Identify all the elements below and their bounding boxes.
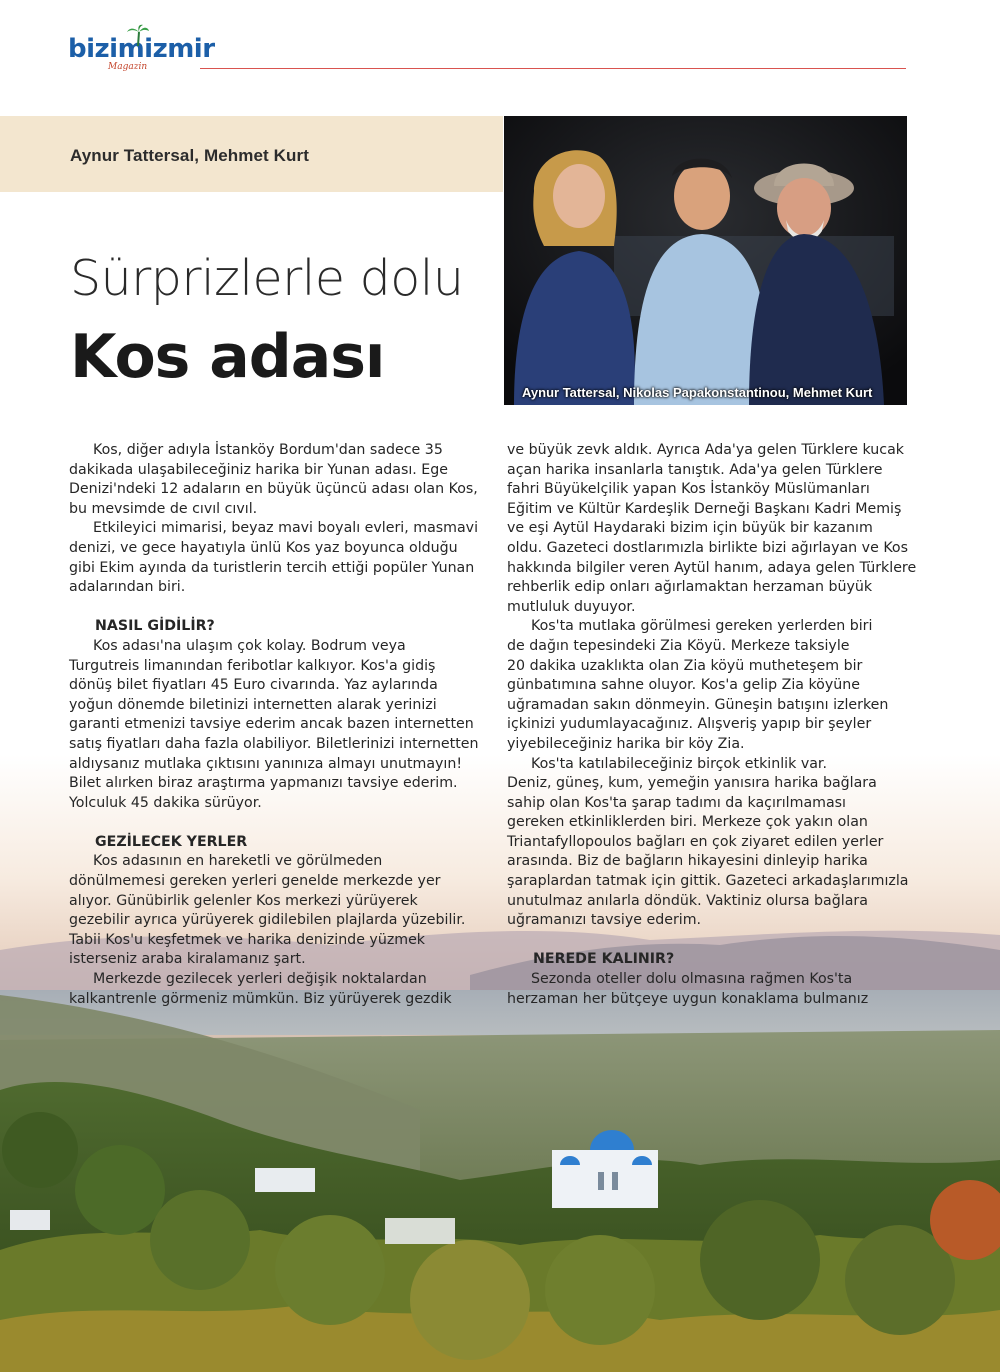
- text-line: adalarından biri.: [69, 579, 186, 596]
- text-line: açan harika insanlarla tanıştık. Ada'ya gelen Türklere: [507, 461, 883, 478]
- text-line: Etkileyici mimarisi, beyaz mavi boyalı evleri, masmavi: [93, 520, 479, 537]
- text-line: ve büyük zevk aldık. Ayrıca Ada'ya gelen Türklere kucak: [507, 442, 905, 458]
- article-column-left: [69, 441, 479, 1009]
- text-line: garanti etmenizi tavsiye ederim ancak bazen internetten: [69, 716, 474, 733]
- text-line: gezebilir ayrıca yürüyerek gidilebilen plajlarda yüzebilir.: [69, 912, 466, 929]
- brand-wordmark: bizimizmir: [68, 34, 215, 64]
- people-photo: [504, 116, 907, 405]
- brand-subtitle: Magazin: [108, 62, 148, 72]
- paragraph-gap: [507, 931, 916, 951]
- text-line: unutulmaz anılarla döndük. Vaktiniz olursa bağlara: [507, 892, 868, 909]
- text-line: günbatımına sahne oluyor. Kos'a gelip Zia köyüne: [507, 677, 860, 694]
- text-line: Yolculuk 45 dakika sürüyor.: [69, 794, 262, 811]
- text-line: Sezonda oteller dolu olmasına rağmen Kos'ta: [531, 971, 853, 988]
- text-line: aldıysanız mutlaka çıktısını yanınıza almayı unutmayın!: [69, 755, 463, 772]
- text-line: Bilet alırken biraz araştırma yapmanızı tavsiye ederim.: [69, 775, 458, 792]
- text-line: rehberlik edip onları ağırlamaktan herzaman büyük: [507, 579, 873, 596]
- author-byline: Aynur Tattersal, Mehmet Kurt: [70, 146, 309, 165]
- text-line: Deniz, güneş, kum, yemeğin yanısıra harika bağlara: [507, 775, 877, 792]
- paragraph-gap: [69, 598, 479, 618]
- text-line: gereken etkinliklerden biri. Merkeze çok yakın olan: [507, 814, 868, 831]
- text-line: dönülmemesi gereken yerleri genelde merkezde yer: [69, 873, 441, 890]
- text-line: satış fiyatları daha fazla olabiliyor. Biletlerinizi internetten: [69, 735, 479, 752]
- text-line: dakikada ulaşabileceğiniz harika bir Yunan adası. Ege: [69, 461, 449, 478]
- text-line: yiyebileceğiniz harika bir köy Zia.: [507, 735, 745, 752]
- text-line: mutluluk duyuyor.: [507, 598, 636, 615]
- photo-illustration: [504, 116, 907, 405]
- text-line: Kos adası'na ulaşım çok kolay. Bodrum veya: [93, 637, 406, 654]
- section-heading: NASIL GİDİLİR?: [95, 618, 215, 635]
- text-line: sahip olan Kos'ta şarap tadımı da kaçırılmaması: [507, 794, 846, 811]
- text-line: uğramanızı tavsiye ederim.: [507, 912, 702, 929]
- text-line: gibi Ekim ayında da turistlerin tercih ettiği popüler Yunan: [69, 559, 475, 576]
- text-line: hakkında bilgiler veren Aytül hanım, adaya gelen Türklere: [507, 559, 917, 576]
- text-line: ve eşi Aytül Haydaraki bizim için büyük bir kazanım: [507, 520, 873, 537]
- masthead-logo[interactable]: [68, 34, 215, 72]
- headline-line-2: Kos adası: [70, 322, 385, 392]
- paragraph-gap: [69, 813, 479, 833]
- text-line: isterseniz araba kiralamanız şart.: [69, 951, 306, 968]
- palm-tree-icon: [126, 24, 150, 46]
- text-line: herzaman her bütçeye uygun konaklama bulmanız: [507, 990, 869, 1007]
- text-line: arasında. Biz de bağların hikayesini dinleyip harika: [507, 853, 868, 870]
- text-line: yoğun dönemde biletinizi internetten alarak yerinizi: [69, 696, 437, 713]
- article-column-right: [507, 441, 916, 1009]
- text-line: de dağın tepesindeki Zia Köyü. Merkeze taksiyle: [507, 637, 850, 654]
- text-line: Triantafyllopoulos bağları en çok ziyaret edilen yerler: [507, 833, 884, 850]
- text-line: Merkezde gezilecek yerleri değişik noktalardan: [93, 971, 427, 988]
- text-line: kalkantrenle görmeniz mümkün. Biz yürüyerek gezdik: [69, 990, 452, 1007]
- text-line: Eğitim ve Kültür Kardeşlik Derneği Başkanı Kadri Memiş: [507, 500, 902, 517]
- section-heading: GEZİLECEK YERLER: [95, 833, 248, 850]
- photo-caption: Aynur Tattersal, Nikolas Papakonstantinou, Mehmet Kurt: [522, 385, 873, 400]
- text-line: Kos'ta mutlaka görülmesi gereken yerlerden biri: [531, 618, 873, 635]
- header-divider: [200, 68, 906, 69]
- text-line: Denizi'ndeki 12 adaların en büyük üçüncü adası olan Kos,: [69, 481, 478, 498]
- text-line: Kos'ta katılabileceğiniz birçok etkinlik var.: [531, 755, 827, 772]
- author-band: [0, 116, 503, 192]
- section-heading: NEREDE KALINIR?: [533, 951, 675, 968]
- text-line: 20 dakika uzaklıkta olan Zia köyü mutheteşem bir: [507, 657, 863, 674]
- text-line: fahri Büyükelçilik yapan Kos İstanköy Müslümanları: [507, 481, 870, 498]
- text-line: Turgutreis limanından feribotlar kalkıyor. Kos'a gidiş: [69, 657, 436, 674]
- text-line: içkinizi yudumlayacağınız. Alışveriş yapıp bir şeyler: [507, 716, 872, 733]
- text-line: dönüş bilet fiyatları 45 Euro civarında. Yaz aylarında: [69, 677, 438, 694]
- headline-line-1: Sürprizlerle dolu: [70, 250, 464, 307]
- text-line: alıyor. Günübirlik gelenler Kos merkezi yürüyerek: [69, 892, 418, 909]
- text-line: bu mevsimde de cıvıl cıvıl.: [69, 500, 258, 517]
- text-line: şaraplardan tatmak için gittik. Gazeteci arkadaşlarımızla: [507, 873, 909, 890]
- text-line: denizi, ve gece hayatıyla ünlü Kos yaz boyunca olduğu: [69, 539, 458, 556]
- text-line: Tabii Kos'u keşfetmek ve harika denizinde yüzmek: [69, 931, 426, 948]
- text-line: uğramadan sakın dönmeyin. Güneşin batışını izlerken: [507, 696, 889, 713]
- text-line: Kos, diğer adıyla İstanköy Bordum'dan sadece 35: [93, 442, 443, 458]
- text-line: oldu. Gazeteci dostlarımızla birlikte bizi ağırlayan ve Kos: [507, 539, 908, 556]
- text-line: Kos adasının en hareketli ve görülmeden: [93, 853, 383, 870]
